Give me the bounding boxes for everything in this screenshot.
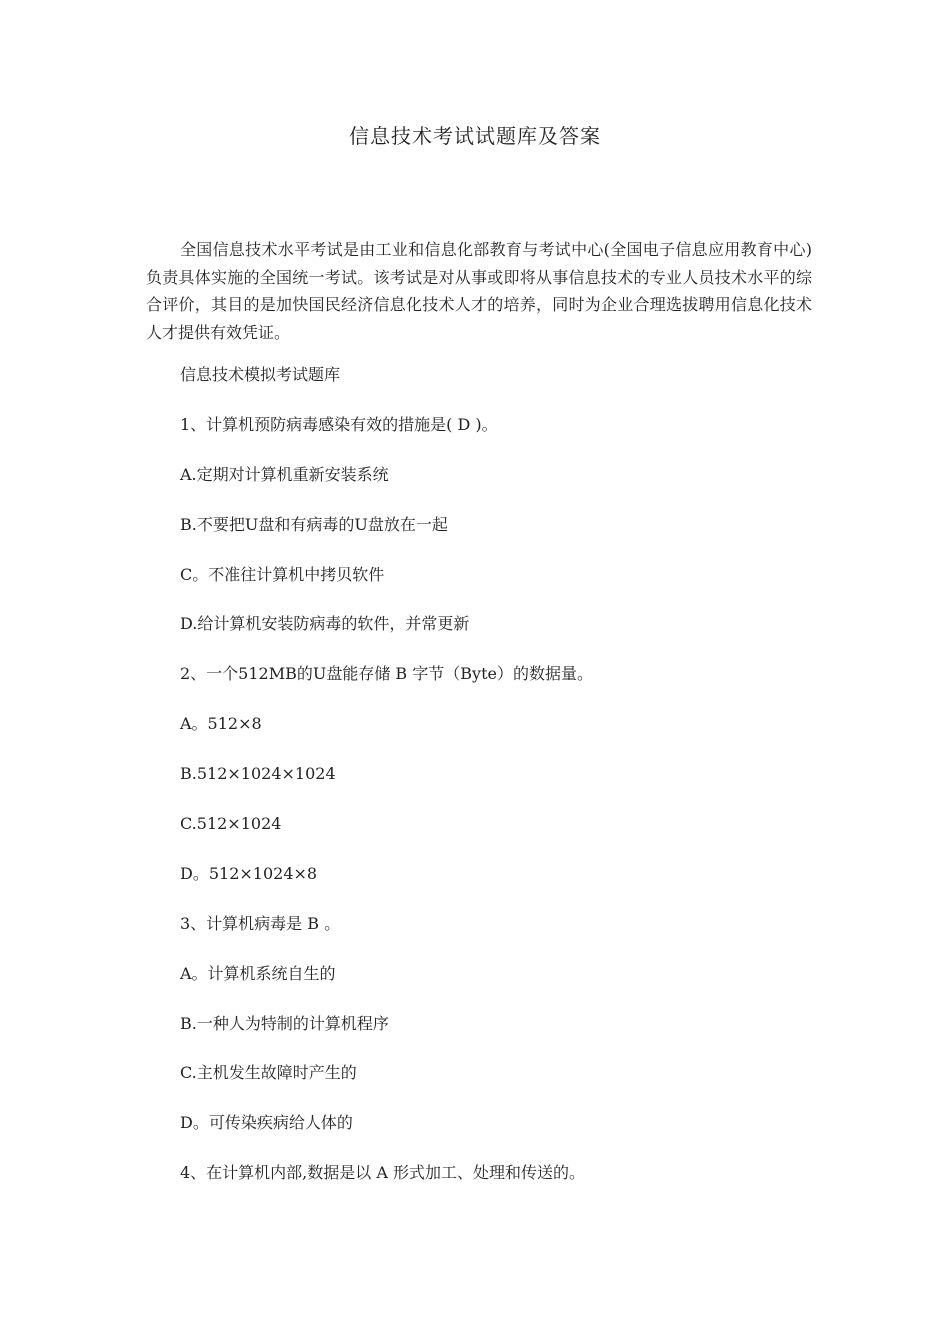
section-heading: 信息技术模拟考试题库	[180, 365, 341, 384]
option-1d: D.给计算机安装防病毒的软件，并常更新	[180, 614, 470, 634]
intro-paragraph: 全国信息技术水平考试是由工业和信息化部教育与考试中心(全国电子信息应用教育中心)负责具体实施的全国统一考试。该考试是对从事或即将从事信息技术的专业人员技术水平的综合评价，其目的是加快国民经济信息化技术人才的培养，同时为企业合理选拔聘用信息化技术人才提供有效凭证。	[146, 240, 812, 342]
option-2b: B.512×1024×1024	[180, 764, 336, 784]
option-3d: D。可传染疾病给人体的	[180, 1113, 353, 1133]
question-3: 3、计算机病毒是 B 。	[180, 913, 341, 933]
option-1a: A.定期对计算机重新安装系统	[180, 464, 389, 484]
option-2c: C.512×1024	[180, 814, 282, 834]
question-1: 1、计算机预防病毒感染有效的措施是( D )。	[180, 414, 498, 434]
option-2d: D。512×1024×8	[180, 863, 318, 883]
option-3a: A。计算机系统自生的	[180, 963, 336, 983]
question-4: 4、在计算机内部,数据是以 A 形式加工、处理和传送的。	[180, 1163, 585, 1183]
question-2: 2、一个512MB的U盘能存储 B 字节（Byte）的数据量。	[180, 664, 593, 684]
question-list	[180, 362, 820, 1210]
option-1c: C。不准往计算机中拷贝软件	[180, 564, 385, 584]
page-title: 信息技术考试试题库及答案	[349, 124, 601, 148]
option-1b: B.不要把U盘和有病毒的U盘放在一起	[180, 514, 448, 534]
option-3b: B.一种人为特制的计算机程序	[180, 1013, 389, 1033]
option-2a: A。512×8	[180, 714, 262, 734]
option-3c: C.主机发生故障时产生的	[180, 1063, 357, 1083]
